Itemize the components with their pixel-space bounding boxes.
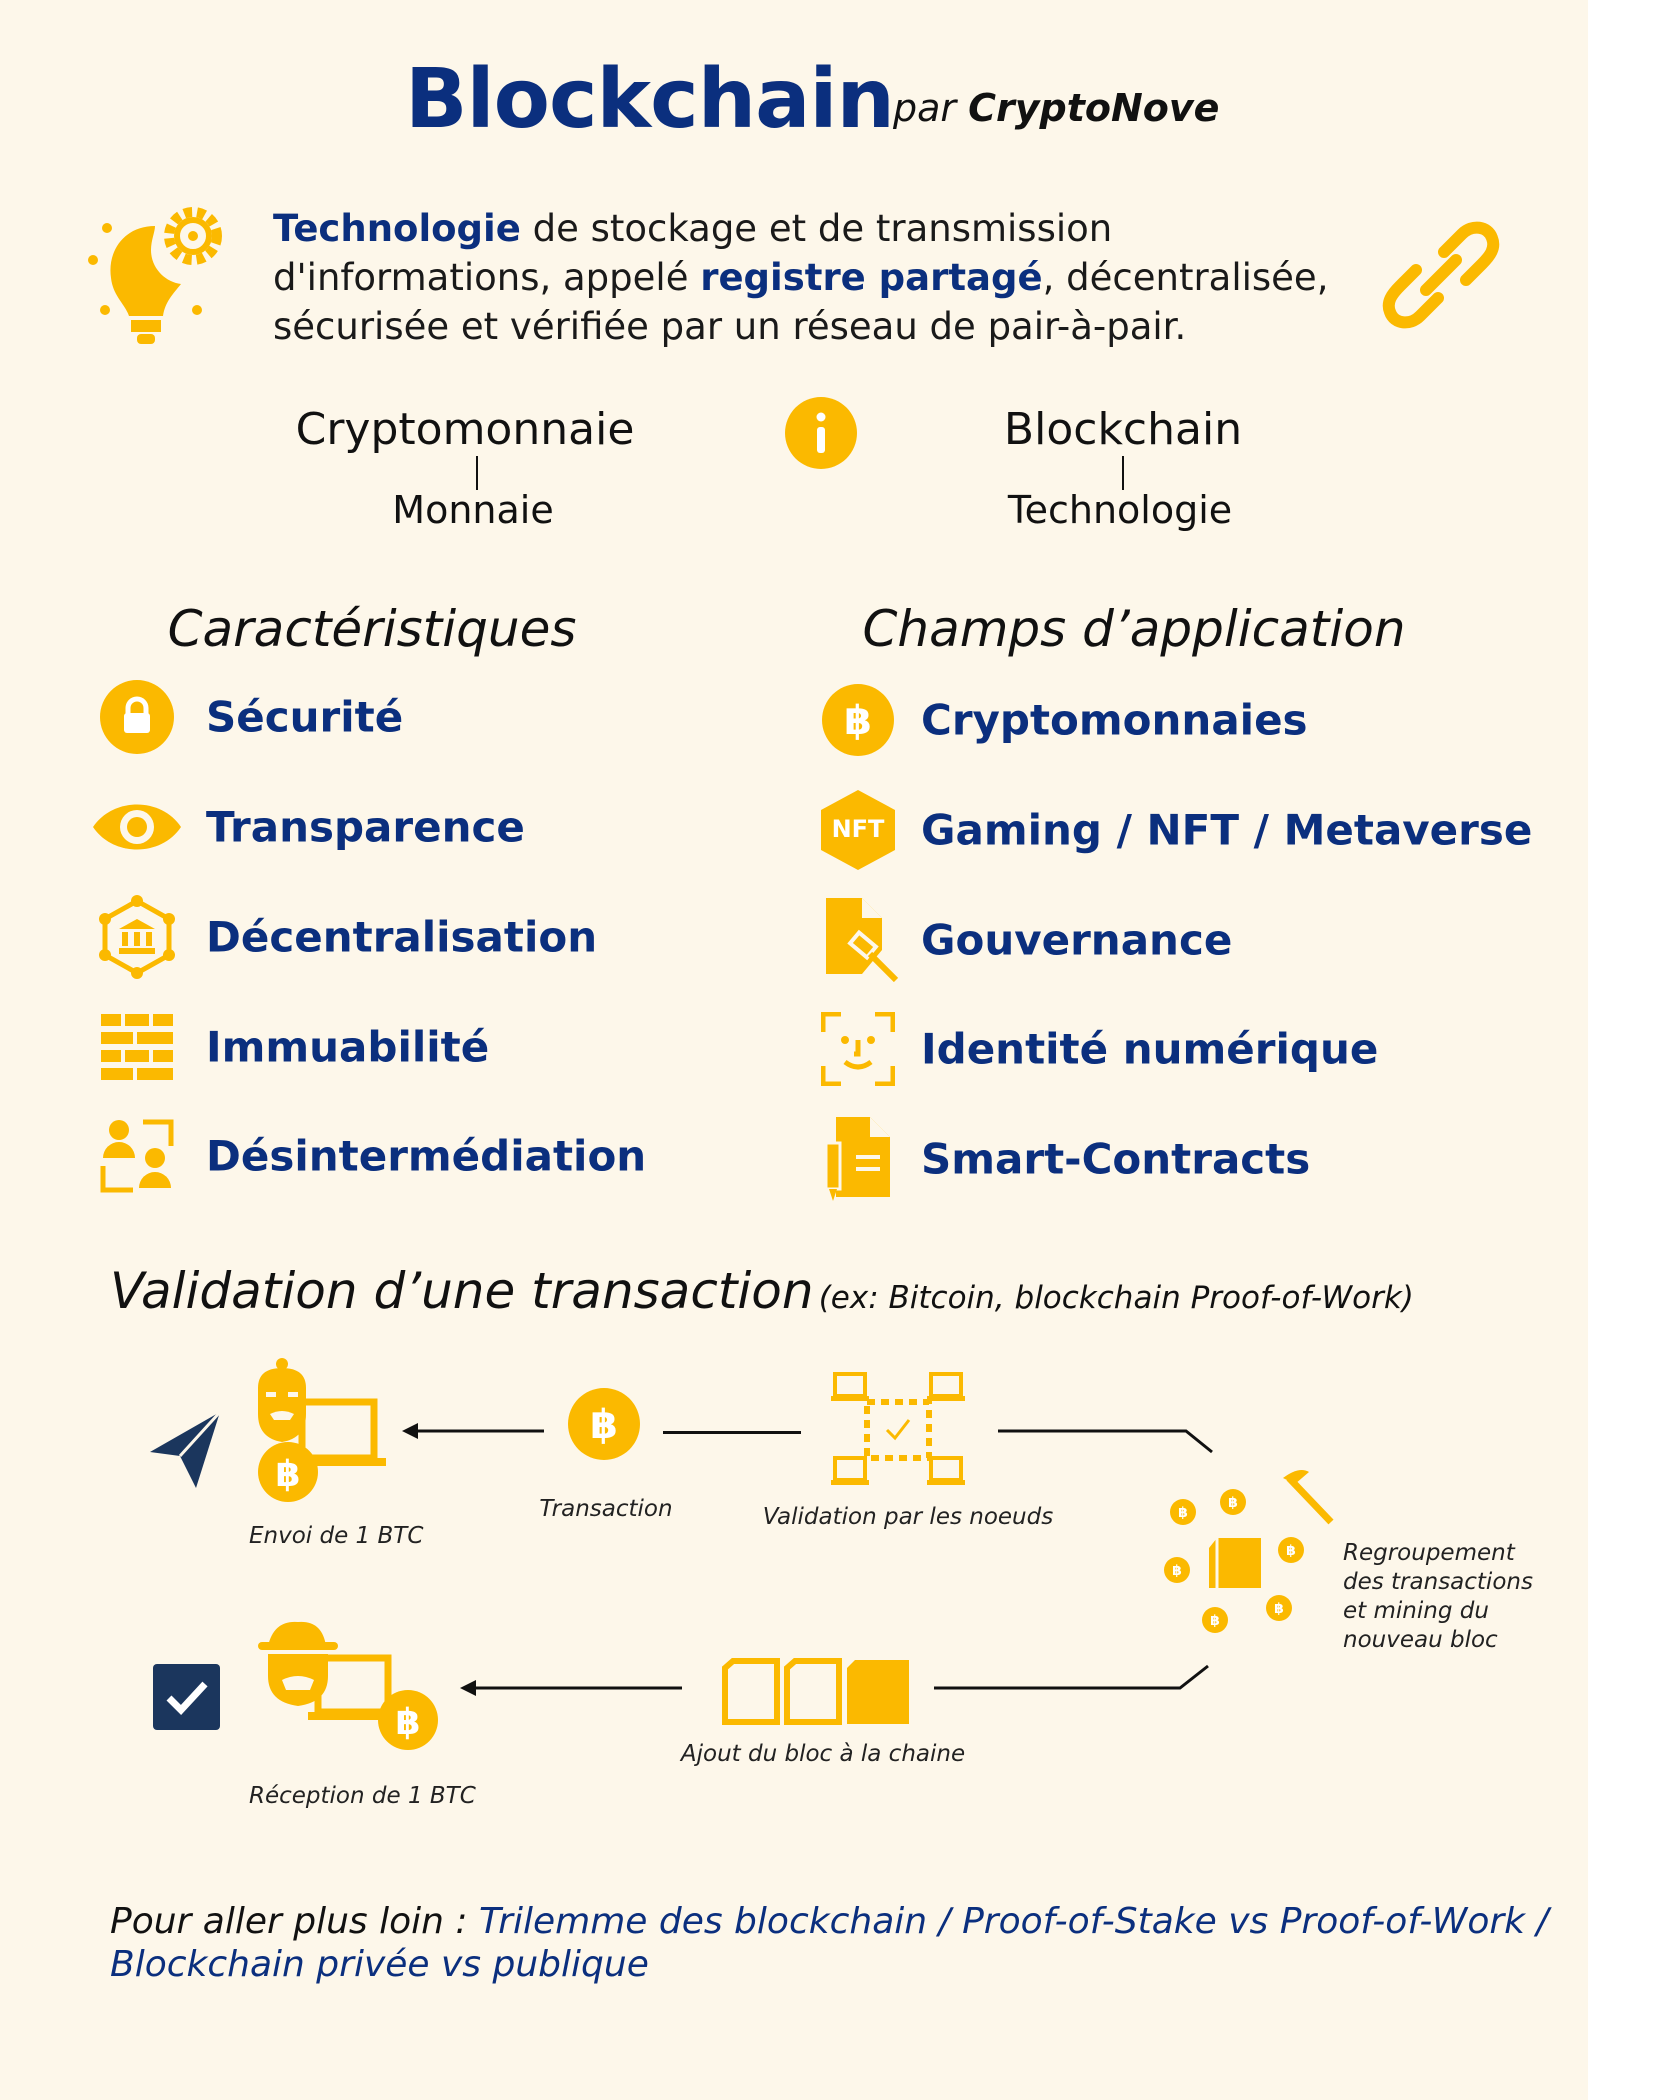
svg-text:฿: ฿ bbox=[395, 1702, 421, 1743]
application-gouvernance: Gouvernance bbox=[921, 915, 1233, 965]
divider bbox=[476, 456, 478, 490]
eye-icon bbox=[91, 797, 183, 857]
sender-laptop-bitcoin-icon bbox=[248, 1358, 390, 1502]
svg-text:฿: ฿ bbox=[590, 1402, 618, 1448]
validation-title: Validation d’une transaction bbox=[110, 1262, 814, 1320]
validation-heading bbox=[110, 1262, 1414, 1320]
bitcoin-icon bbox=[822, 684, 894, 756]
crypto-label: Cryptomonnaie bbox=[295, 404, 635, 455]
send-label: Envoi de 1 BTC bbox=[249, 1523, 424, 1549]
intro-highlight-registre: registre partagé bbox=[700, 256, 1043, 299]
document-gavel-icon bbox=[822, 898, 902, 982]
intro-paragraph bbox=[273, 204, 1393, 351]
connector-line bbox=[932, 1664, 1212, 1692]
application-identite: Identité numérique bbox=[921, 1024, 1379, 1074]
blockchain-label: Blockchain bbox=[1003, 404, 1243, 455]
mining-label-line: des transactions bbox=[1343, 1569, 1533, 1595]
application-gaming: Gaming / NFT / Metaverse bbox=[921, 805, 1533, 855]
mining-label-line: nouveau bloc bbox=[1343, 1627, 1498, 1653]
mining-label-line: Regroupement bbox=[1343, 1540, 1515, 1566]
receive-label: Réception de 1 BTC bbox=[249, 1783, 476, 1809]
application-smart-contracts: Smart-Contracts bbox=[921, 1134, 1311, 1184]
brand-name: CryptoNove bbox=[968, 86, 1220, 130]
technologie-label: Technologie bbox=[1007, 488, 1233, 532]
network-bank-icon bbox=[95, 895, 179, 979]
svg-text:฿: ฿ bbox=[1172, 1563, 1182, 1579]
svg-text:฿: ฿ bbox=[1274, 1601, 1284, 1617]
characteristic-desintermediation: Désintermédiation bbox=[206, 1131, 647, 1181]
mining-label-line: et mining du bbox=[1343, 1598, 1489, 1624]
blockchain-blocks-icon bbox=[721, 1658, 911, 1726]
characteristic-decentralisation: Décentralisation bbox=[206, 912, 598, 962]
validation-nodes-icon bbox=[831, 1372, 967, 1488]
lock-icon bbox=[100, 680, 174, 754]
byline bbox=[893, 86, 1219, 130]
intro-text: de stockage et de transmission d'informations, appelé bbox=[273, 207, 1113, 299]
further-reading-link[interactable]: Trilemme des blockchain / Proof-of-Stake vs Proof-of-Work / bbox=[478, 1901, 1549, 1942]
person-to-person-icon bbox=[99, 1118, 175, 1194]
arrow-left bbox=[400, 1420, 546, 1442]
page-title: Blockchain bbox=[405, 52, 894, 147]
intro-highlight-technologie: Technologie bbox=[273, 207, 521, 250]
characteristic-immuabilite: Immuabilité bbox=[206, 1022, 490, 1072]
monnaie-label: Monnaie bbox=[392, 488, 554, 532]
info-icon bbox=[785, 397, 857, 469]
brick-wall-icon bbox=[101, 1014, 173, 1080]
further-reading bbox=[110, 1900, 1570, 1986]
connector-line bbox=[663, 1431, 801, 1434]
contract-pen-icon bbox=[826, 1117, 890, 1201]
checkbox-checked-icon bbox=[153, 1664, 220, 1730]
mining-block-icon bbox=[1159, 1466, 1335, 1636]
nft-icon bbox=[821, 790, 895, 870]
transaction-label: Transaction bbox=[539, 1496, 673, 1522]
face-id-icon bbox=[821, 1012, 895, 1086]
svg-text:฿: ฿ bbox=[275, 1454, 301, 1495]
intro-text: , décentralisée, sécurisée et vérifiée par un réseau de pair-à-pair. bbox=[273, 256, 1329, 348]
nft-badge-text: NFT bbox=[831, 815, 885, 843]
receiver-laptop-bitcoin-icon bbox=[254, 1620, 444, 1752]
validation-subtitle: (ex: Bitcoin, blockchain Proof-of-Work) bbox=[818, 1280, 1414, 1316]
svg-text:฿: ฿ bbox=[1228, 1495, 1238, 1511]
lightbulb-gear-icon bbox=[85, 198, 231, 350]
nodes-label: Validation par les noeuds bbox=[762, 1504, 1054, 1530]
svg-text:฿: ฿ bbox=[1210, 1613, 1220, 1629]
by-prefix: par bbox=[893, 86, 957, 130]
svg-text:฿: ฿ bbox=[1178, 1505, 1188, 1521]
chain-label: Ajout du bloc à la chaine bbox=[680, 1741, 966, 1767]
svg-text:฿: ฿ bbox=[1286, 1543, 1296, 1559]
characteristics-title: Caractéristiques bbox=[167, 600, 577, 658]
applications-title: Champs d’application bbox=[862, 600, 1406, 658]
divider bbox=[1122, 456, 1124, 490]
further-reading-prefix: Pour aller plus loin : bbox=[110, 1901, 479, 1942]
bitcoin-coin-icon bbox=[568, 1388, 640, 1460]
connector-line bbox=[998, 1428, 1216, 1454]
application-cryptomonnaies: Cryptomonnaies bbox=[921, 695, 1308, 745]
characteristic-securite: Sécurité bbox=[206, 692, 404, 742]
arrow-left bbox=[458, 1677, 684, 1699]
characteristic-transparence: Transparence bbox=[206, 802, 525, 852]
mining-label bbox=[1343, 1539, 1533, 1655]
paper-plane-icon bbox=[150, 1412, 222, 1488]
svg-text:฿: ฿ bbox=[844, 698, 872, 744]
further-reading-link[interactable]: Blockchain privée vs publique bbox=[110, 1944, 649, 1985]
chain-link-icon bbox=[1378, 212, 1504, 338]
